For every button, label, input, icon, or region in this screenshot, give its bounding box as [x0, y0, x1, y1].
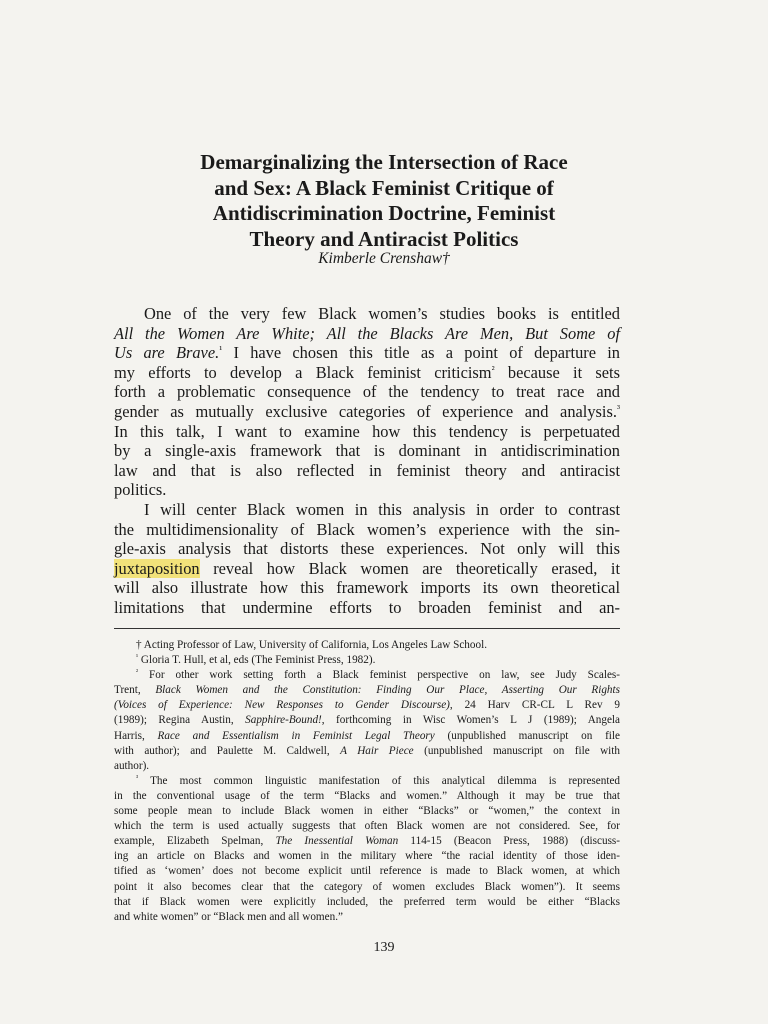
title-line: Theory and Antiracist Politics [249, 226, 519, 251]
footnote-ref: ³ [616, 403, 620, 415]
footnote-line: with author); and Paulette M. Caldwell, A Hair Piece (unpublished manuscript on file with [114, 744, 620, 757]
body-line: will also illustrate how this framework imports its own theoretical [114, 578, 620, 598]
author-name: Kimberle Crenshaw† [318, 250, 450, 267]
book-title: Us are Brave. [114, 343, 220, 363]
title-line: and Sex: A Black Feminist Critique of [214, 175, 554, 200]
footnote-line: point it also becomes clear that the category of women excludes Black women”). It seems [114, 880, 620, 893]
body-line: In this talk, I want to examine how this tendency is perpetuated [114, 421, 620, 441]
body-line: I will center Black women in this analysis in order to contrast [144, 499, 620, 519]
highlighted-word: juxtaposition [114, 558, 200, 578]
body-line: limitations that undermine efforts to broaden feminist and an- [114, 597, 620, 617]
footnote-ref: ¹ [219, 344, 223, 356]
footnote-line: and white women” or “Black men and all women.” [114, 910, 343, 923]
footnote-line: author). [114, 759, 150, 772]
article-title [100, 150, 668, 252]
footnote-line: $^{^3}$ The most common linguistic manifestation of this analytical dilemma is represented [136, 774, 620, 787]
body-line: One of the very few Black women’s studies books is entitled [144, 304, 620, 323]
footnote-line: in the conventional usage of the term “Blacks and women.” Although it may be true that [114, 789, 620, 802]
footnote-line: example, Elizabeth Spelman, The Inessential Woman 114-15 (Beacon Press, 1988) (discuss- [114, 835, 621, 848]
body-line: my efforts to develop a Black feminist criticism$^{^2}$ because it sets [114, 362, 620, 382]
footnote-line: † Acting Professor of Law, University of California, Los Angeles Law School. [136, 639, 487, 651]
footnote-divider [114, 628, 620, 629]
body-line: Us are Brave.$^{^1}$ I have chosen this title as a point of departure in [114, 343, 620, 363]
footnote-ref: ² [491, 364, 495, 376]
body-line: the multidimensionality of Black women’s experience with the sin- [114, 519, 620, 539]
body-line: gle-axis analysis that distorts these experiences. Not only will this [114, 539, 620, 559]
footnote-line: some people mean to include Black women in either “Blacks” or “women,” the context in [114, 805, 620, 818]
body-line: politics. [114, 480, 167, 500]
body-line: law and that is also reflected in feminist theory and antiracist [114, 460, 620, 480]
body-text [114, 304, 620, 618]
body-line: by a single-axis framework that is dominant in antidiscrimination [114, 441, 620, 461]
footnotes [114, 638, 620, 925]
footnote-line: ing an article on Blacks and women in the military where “the racial identity of those iden- [114, 850, 620, 863]
footnote-line: $^{^2}$ For other work setting forth a Black feminist perspective on law, see Judy Scales- [136, 668, 620, 682]
footnote-line: (1989); Regina Austin, Sapphire-Bound!, forthcoming in Wisc Women’s L J (1989); Angela [114, 714, 621, 727]
footnote-line: that if Black women were explicitly included, the preferred term would be either “Blacks [114, 895, 620, 908]
body-line: juxtaposition reveal how Black women are theoretically erased, it [114, 558, 620, 578]
title-line: Antidiscrimination Doctrine, Feminist [212, 201, 556, 225]
footnote-line: Harris, Race and Essentialism in Feminist Legal Theory (unpublished manuscript on file [114, 729, 620, 742]
footnote-line: Trent, Black Women and the Constitution: Finding Our Place, Asserting Our Rights [114, 684, 620, 697]
body-line: forth a problematic consequence of the tendency to treat race and [114, 382, 620, 402]
footnote-line: $^{^1}$ Gloria T. Hull, et al, eds (The Feminist Press, 1982). [136, 653, 376, 667]
book-title: All the Women Are White; All the Blacks Are Men, But Some of [114, 323, 620, 343]
footnote-line: (Voices of Experience: New Responses to Gender Discourse), 24 Harv CR-CL L Rev 9 [114, 699, 620, 712]
footnote-line: tified as ‘women’ does not become explicit until reference is made to Black women, at which [114, 865, 620, 878]
page-number: 139 [373, 940, 395, 955]
body-line [114, 324, 620, 344]
title-line: Demarginalizing the Intersection of Race [200, 150, 568, 174]
body-line: gender as mutually exclusive categories of experience and analysis.$^{^3}$ [114, 401, 620, 421]
footnote-line: which the term is used actually suggests that often Black women are not considered. See, for [114, 820, 620, 833]
